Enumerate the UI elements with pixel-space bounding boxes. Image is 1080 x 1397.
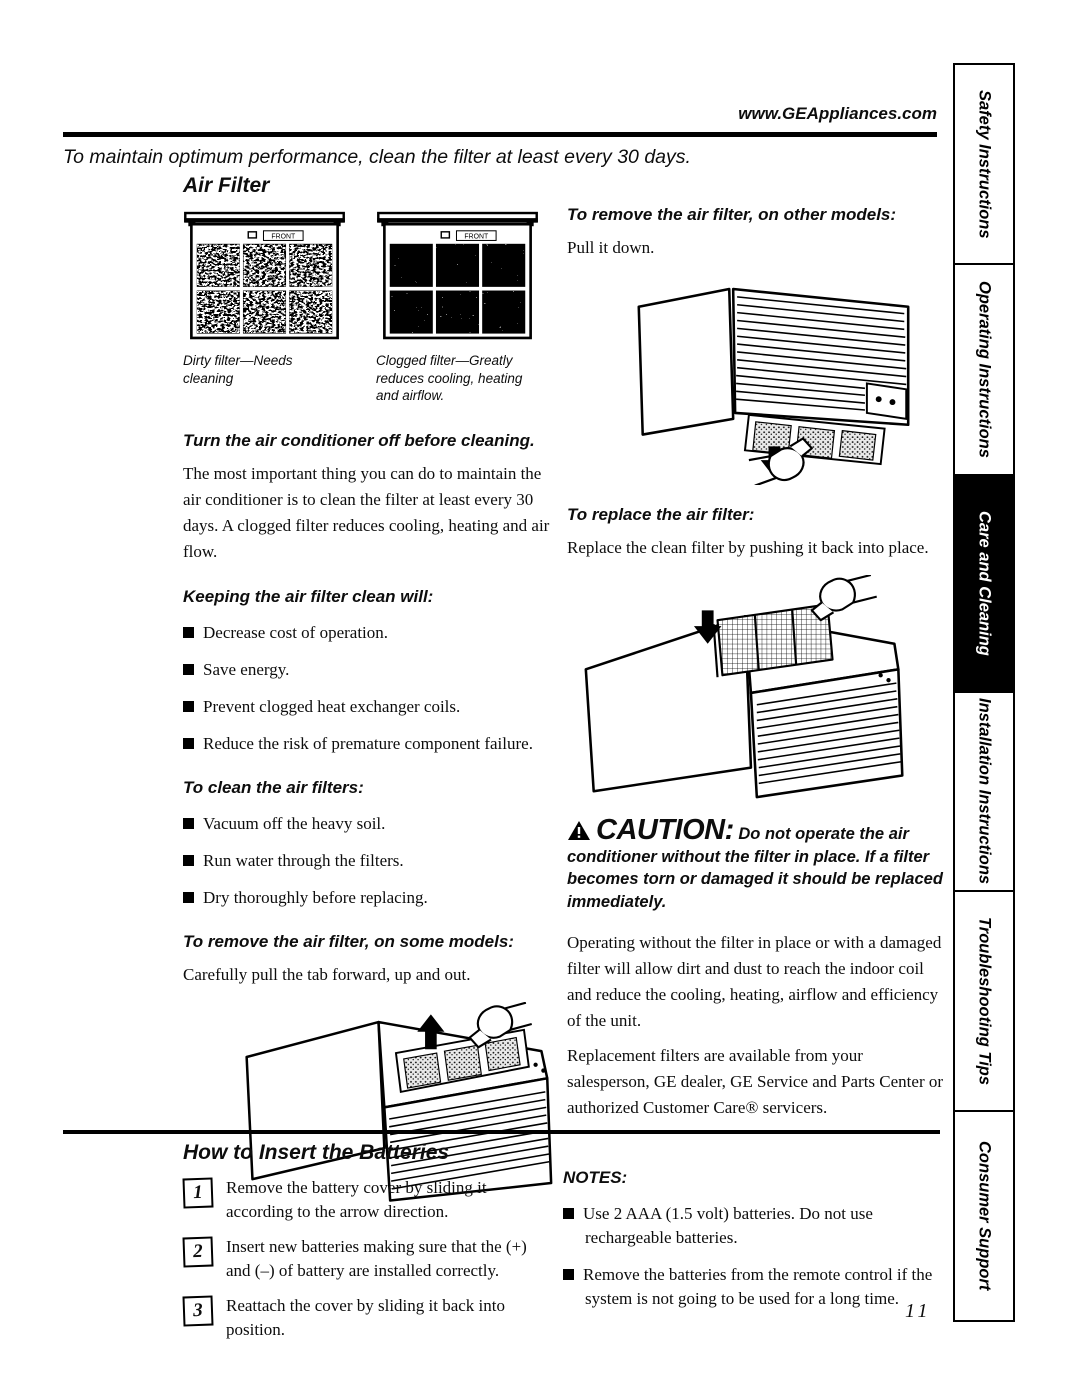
section-tab-sidebar	[953, 63, 1015, 1322]
step-number-box: 1	[182, 1177, 213, 1208]
sidebar-tab-label: Care and Cleaning	[975, 511, 994, 656]
turn-off-heading: Turn the air conditioner off before cleaning.	[183, 430, 535, 450]
replace-heading: To replace the air filter:	[567, 505, 755, 524]
square-bullet-icon	[183, 818, 194, 829]
step-number-box: 2	[182, 1236, 213, 1267]
battery-step: 2 Insert new batteries making sure that the (+) and (–) of battery are installed correctly.	[183, 1235, 555, 1283]
sidebar-tab-safety-instructions	[953, 63, 1015, 265]
square-bullet-icon	[183, 738, 194, 749]
square-bullet-icon	[183, 664, 194, 675]
to-clean-heading: To clean the air filters:	[183, 777, 364, 797]
keeping-clean-heading: Keeping the air filter clean will:	[183, 586, 434, 606]
turn-off-body: The most important thing you can do to maintain the air conditioner is to clean the filter at least every 30 days. A clogged filter reduces cooling, heating and air flow.	[183, 463, 550, 561]
clogged-filter-caption: Clogged filter—Greatly reduces cooling, heating and airflow.	[376, 353, 523, 403]
list-item: Decrease cost of operation.	[183, 621, 553, 645]
sidebar-tab-label: Consumer Support	[975, 1141, 994, 1291]
remove-some-heading: To remove the air filter, on some models:	[183, 931, 514, 951]
clogged-filter-image	[376, 211, 539, 341]
front-label: FRONT	[464, 233, 489, 241]
caution-label: CAUTION:	[596, 814, 734, 846]
batteries-heading: How to Insert the Batteries	[183, 1141, 450, 1164]
square-bullet-icon	[183, 855, 194, 866]
dirty-filter-caption: Dirty filter—Needs cleaning	[183, 353, 293, 386]
square-bullet-icon	[183, 701, 194, 712]
square-bullet-icon	[563, 1269, 574, 1280]
list-item: Prevent clogged heat exchanger coils.	[183, 695, 553, 719]
list-item: Reduce the risk of premature component failure.	[183, 732, 553, 756]
air-filter-heading: Air Filter	[183, 174, 270, 197]
remove-some-body: Carefully pull the tab forward, up and out.	[183, 964, 471, 984]
replace-body: Replace the clean filter by pushing it back into place.	[567, 538, 929, 557]
remove-other-body: Pull it down.	[567, 238, 655, 257]
sidebar-tab-care-and-cleaning	[953, 474, 1015, 693]
remove-other-heading: To remove the air filter, on other models:	[567, 205, 897, 224]
sidebar-tab-installation-instructions	[953, 691, 1015, 892]
sidebar-tab-operating-instructions	[953, 263, 1015, 476]
square-bullet-icon	[183, 892, 194, 903]
step-number-box: 3	[182, 1295, 213, 1326]
website-url: www.GEAppliances.com	[738, 104, 937, 123]
caution-body-1: Operating without the filter in place or with a damaged filter will allow dirt and dust to reach the indoor coil and reduce the cooling, heating, airflow and efficiency of the unit.	[567, 932, 942, 1030]
list-item: Save energy.	[183, 658, 553, 682]
battery-step: 1 Remove the battery cover by sliding it according to the arrow direction.	[183, 1176, 555, 1224]
list-item: Dry thoroughly before replacing.	[183, 886, 553, 910]
left-column	[183, 174, 553, 1207]
battery-step: 3 Reattach the cover by sliding it back into position.	[183, 1294, 555, 1342]
ac-unit-pull-filter-down-illustration	[625, 273, 920, 485]
page-number: 11	[905, 1300, 932, 1322]
sidebar-tab-label: Operating Instructions	[975, 281, 994, 458]
sidebar-tab-consumer-support	[953, 1110, 1015, 1322]
page-tagline: To maintain optimum performance, clean the filter at least every 30 days.	[63, 146, 691, 168]
dirty-filter-figure	[183, 211, 346, 405]
filter-figures	[183, 211, 553, 405]
notes-heading: NOTES:	[563, 1168, 628, 1187]
section-divider-rule	[63, 1130, 940, 1134]
sidebar-tab-label: Safety Instructions	[975, 89, 994, 239]
caution-lead: Do not operate the air conditioner without the filter in place. If a filter becomes torn or damaged it should be replaced immediately.	[567, 825, 943, 911]
list-item: Remove the batteries from the remote control if the system is not going to be used for a long time.	[563, 1263, 951, 1311]
sidebar-tab-label: Installation Instructions	[975, 698, 994, 885]
sidebar-tab-troubleshooting-tips	[953, 890, 1015, 1112]
top-rule	[63, 132, 937, 137]
list-item: Vacuum off the heavy soil.	[183, 812, 553, 836]
right-column	[567, 203, 945, 1121]
ac-unit-replace-filter-illustration	[567, 575, 927, 803]
batteries-section	[183, 1141, 555, 1342]
list-item: Run water through the filters.	[183, 849, 553, 873]
square-bullet-icon	[563, 1208, 574, 1219]
sidebar-tab-label: Troubleshooting Tips	[975, 916, 994, 1086]
front-label: FRONT	[271, 233, 296, 241]
warning-triangle-icon	[567, 820, 591, 841]
square-bullet-icon	[183, 627, 194, 638]
caution-body-2: Replacement filters are available from your salesperson, GE dealer, GE Service and Parts Center or authorized Customer Care® servicers.	[567, 1045, 944, 1117]
dirty-filter-image	[183, 211, 346, 341]
notes-section	[563, 1166, 951, 1311]
list-item: Use 2 AAA (1.5 volt) batteries. Do not use rechargeable batteries.	[563, 1202, 951, 1250]
caution-block	[567, 814, 945, 913]
clogged-filter-figure	[376, 211, 536, 405]
